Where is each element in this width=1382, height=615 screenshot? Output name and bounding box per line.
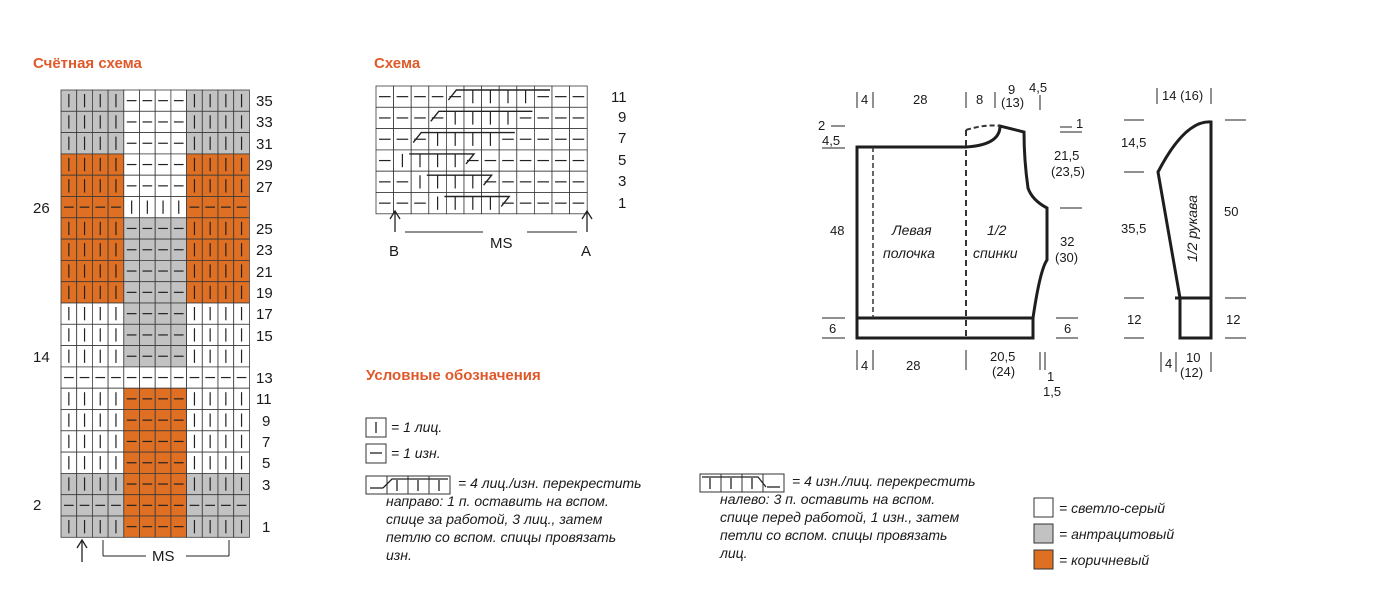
repeat-bracket	[103, 540, 229, 565]
row-label: 21	[256, 264, 273, 281]
svg-text:полочка: полочка	[883, 245, 935, 261]
legend-line: = 4 лиц./изн. перекрестить	[458, 475, 642, 491]
sleeve-dimensions	[1121, 88, 1246, 380]
legend-color-anthracite: = антрацитовый	[1059, 526, 1175, 542]
legend-title: Условные обозначения	[366, 367, 541, 384]
svg-text:28: 28	[913, 92, 928, 107]
row-label: 7	[262, 434, 271, 451]
label-b: B	[389, 243, 400, 260]
row-label: 23	[256, 242, 273, 259]
row-label: 1	[618, 195, 627, 212]
svg-text:28: 28	[906, 358, 921, 373]
scheme-row-labels	[611, 89, 627, 212]
repeat-label: MS	[152, 548, 175, 565]
repeat-label: MS	[490, 235, 513, 252]
legend-color-light-gray: = светло-серый	[1059, 500, 1166, 516]
count-chart-title: Счётная схема	[33, 55, 142, 72]
svg-text:12: 12	[1226, 312, 1241, 327]
svg-text:4: 4	[1165, 356, 1173, 371]
svg-text:50: 50	[1224, 204, 1239, 219]
legend-cross-right-text	[386, 474, 642, 564]
row-label: 2	[33, 497, 42, 514]
svg-text:9: 9	[1008, 82, 1016, 97]
svg-text:1,5: 1,5	[1043, 384, 1062, 399]
row-label: 25	[256, 221, 273, 238]
legend-knit-symbol	[366, 418, 386, 437]
legend-line: петли со вспом. спицы провязать	[720, 527, 948, 543]
svg-text:35,5: 35,5	[1121, 221, 1147, 236]
svg-text:(30): (30)	[1055, 250, 1079, 265]
row-label: 15	[256, 328, 273, 345]
row-label: 11	[611, 89, 627, 106]
swatch-brown	[1034, 550, 1053, 569]
row-label: 29	[256, 157, 273, 174]
row-label: 33	[256, 114, 273, 131]
row-label: 1	[262, 519, 271, 536]
svg-text:10: 10	[1186, 350, 1201, 365]
row-label: 5	[262, 455, 271, 472]
svg-text:(24): (24)	[992, 364, 1016, 379]
scheme-title: Схема	[374, 55, 421, 72]
row-label: 7	[618, 130, 627, 147]
legend-line: лиц.	[720, 545, 748, 561]
svg-text:14,5: 14,5	[1121, 135, 1147, 150]
row-label: 5	[618, 152, 627, 169]
count-chart-right-labels	[256, 93, 273, 536]
svg-text:48: 48	[830, 223, 845, 238]
svg-text:14 (16): 14 (16)	[1162, 88, 1204, 103]
svg-text:4,5: 4,5	[822, 133, 841, 148]
svg-text:1: 1	[1076, 116, 1084, 131]
svg-text:4: 4	[861, 358, 869, 373]
row-label: 3	[618, 173, 627, 190]
scheme-arrows	[389, 211, 592, 260]
legend-line: = 4 изн./лиц. перекрестить	[792, 473, 976, 489]
svg-text:спинки: спинки	[973, 245, 1018, 261]
svg-text:12: 12	[1127, 312, 1142, 327]
legend-line: изн.	[386, 547, 412, 563]
legend-cross-left-text	[720, 472, 976, 562]
legend-knit-text: = 1 лиц.	[391, 419, 443, 435]
svg-text:1/2 рукава: 1/2 рукава	[1184, 195, 1200, 262]
legend-line: направо: 1 п. оставить на вспом.	[386, 493, 609, 509]
row-label: 31	[256, 136, 273, 153]
legend-color-swatches	[1034, 498, 1053, 569]
svg-text:1/2: 1/2	[987, 222, 1007, 238]
svg-text:2: 2	[818, 118, 826, 133]
svg-text:(23,5): (23,5)	[1051, 164, 1085, 179]
svg-text:6: 6	[829, 321, 837, 336]
count-chart-left-labels	[33, 200, 50, 514]
swatch-anthracite	[1034, 524, 1053, 543]
row-label: 27	[256, 179, 273, 196]
label-a: A	[581, 243, 592, 260]
count-chart-grid	[61, 90, 249, 537]
row-label: 26	[33, 200, 50, 217]
up-arrow-icon	[77, 540, 87, 562]
legend-line: спице перед работой, 1 изн., затем	[720, 509, 960, 525]
legend-line: петлю со вспом. спицы провязать	[386, 529, 617, 545]
row-label: 13	[256, 370, 273, 387]
row-label: 9	[618, 109, 627, 126]
row-label: 11	[256, 391, 272, 408]
row-label: 9	[262, 413, 271, 430]
row-label: 14	[33, 349, 50, 366]
body-schematic	[857, 126, 1047, 339]
legend-line: спице за работой, 3 лиц., затем	[386, 511, 603, 527]
svg-text:4: 4	[861, 92, 869, 107]
row-label: 35	[256, 93, 273, 110]
svg-text:1: 1	[1047, 369, 1055, 384]
svg-text:32: 32	[1060, 234, 1075, 249]
legend-color-brown: = коричневый	[1059, 552, 1150, 568]
svg-text:(12): (12)	[1180, 365, 1204, 380]
svg-text:8: 8	[976, 92, 984, 107]
svg-text:(13): (13)	[1001, 95, 1025, 110]
svg-text:20,5: 20,5	[990, 349, 1016, 364]
swatch-light-gray	[1034, 498, 1053, 517]
svg-text:Левая: Левая	[892, 222, 932, 238]
legend-line: налево: 3 п. оставить на вспом.	[720, 491, 936, 507]
svg-text:4,5: 4,5	[1029, 80, 1048, 95]
svg-text:21,5: 21,5	[1054, 148, 1080, 163]
legend-purl-symbol	[366, 444, 386, 463]
row-label: 3	[262, 477, 271, 494]
row-label: 19	[256, 285, 273, 302]
scheme-grid	[376, 86, 587, 214]
legend-purl-text: = 1 изн.	[391, 445, 441, 461]
row-label: 17	[256, 306, 273, 323]
svg-text:6: 6	[1064, 321, 1072, 336]
